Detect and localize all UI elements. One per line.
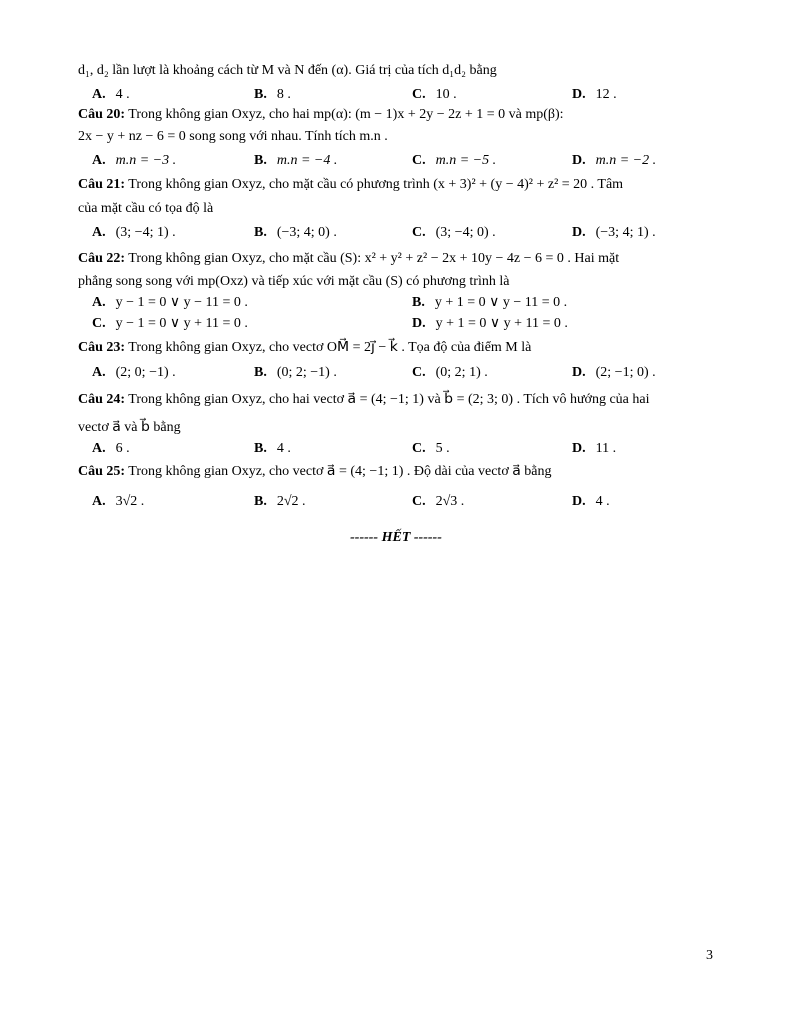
q20-stem-2: 2x − y + nz − 6 = 0 song song với nhau. Tính tích m.n . — [78, 129, 388, 144]
q23-option-a: A. (2; 0; −1) . — [92, 365, 176, 380]
q21-option-c: C. (3; −4; 0) . — [412, 225, 496, 240]
q21-stem: Câu 21: Trong không gian Oxyz, cho mặt cầu có phương trình (x + 3)² + (y − 4)² + z² = 20 . Tâm — [78, 177, 624, 192]
q25-option-a: A. 3√2 . — [92, 494, 145, 509]
page-number: 3 — [706, 948, 713, 963]
q23-option-b: B. (0; 2; −1) . — [254, 365, 337, 380]
q22-option-b: B. y + 1 = 0 ∨ y − 11 = 0 . — [412, 295, 568, 310]
q25-stem: Câu 25: Trong không gian Oxyz, cho vectơ a⃗ = (4; −1; 1) . Độ dài của vectơ a⃗ bằng — [78, 464, 552, 479]
q25-option-d: D. 4 . — [572, 494, 610, 509]
q20-option-a: A. m.n = −3 . — [92, 153, 177, 168]
q21-option-b: B. (−3; 4; 0) . — [254, 225, 337, 240]
q19-option-b: B. 8 . — [254, 87, 291, 102]
q21-option-a: A. (3; −4; 1) . — [92, 225, 176, 240]
q24-option-c: C. 5 . — [412, 441, 450, 456]
q23-stem: Câu 23: Trong không gian Oxyz, cho vectơ OM⃗ = 2j⃗ − k⃗ . Tọa độ của điểm M là — [78, 340, 532, 355]
q20-option-c: C. m.n = −5 . — [412, 153, 497, 168]
q23-option-c: C. (0; 2; 1) . — [412, 365, 488, 380]
q20-option-d: D. m.n = −2 . — [572, 153, 657, 168]
q22-option-a: A. y − 1 = 0 ∨ y − 11 = 0 . — [92, 295, 248, 310]
q25-option-c: C. 2√3 . — [412, 494, 465, 509]
intro-line: d₁, d₂ lần lượt là khoảng cách từ M và N đến (α). Giá trị của tích d₁d₂ bằng — [78, 63, 497, 78]
q23-option-d: D. (2; −1; 0) . — [572, 365, 656, 380]
q20-option-b: B. m.n = −4 . — [254, 153, 338, 168]
q24-option-d: D. 11 . — [572, 441, 617, 456]
q24-option-a: A. 6 . — [92, 441, 130, 456]
q22-option-d: D. y + 1 = 0 ∨ y + 11 = 0 . — [412, 316, 568, 331]
q25-option-b: B. 2√2 . — [254, 494, 306, 509]
q21-stem-2: của mặt cầu có tọa độ là — [78, 201, 214, 216]
q19-option-c: C. 10 . — [412, 87, 457, 102]
q22-stem: Câu 22: Trong không gian Oxyz, cho mặt cầu (S): x² + y² + z² − 2x + 10y − 4z − 6 = 0 . Hai mặt — [78, 251, 620, 266]
q20-stem: Câu 20: Trong không gian Oxyz, cho hai mp(α): (m − 1)x + 2y − 2z + 1 = 0 và mp(β): — [78, 107, 564, 122]
q21-option-d: D. (−3; 4; 1) . — [572, 225, 656, 240]
q22-stem-2: phẳng song song với mp(Oxz) và tiếp xúc với mặt cầu (S) có phương trình là — [78, 274, 510, 289]
q24-option-b: B. 4 . — [254, 441, 291, 456]
q22-option-c: C. y − 1 = 0 ∨ y + 11 = 0 . — [92, 316, 248, 331]
q24-stem-2: vectơ a⃗ và b⃗ bằng — [78, 420, 181, 435]
q19-option-a: A. 4 . — [92, 87, 130, 102]
q24-stem: Câu 24: Trong không gian Oxyz, cho hai vectơ a⃗ = (4; −1; 1) và b⃗ = (2; 3; 0) . Tích vô hướng của hai — [78, 392, 650, 407]
end-marker: ------ HẾT ------ — [350, 530, 442, 545]
q19-option-d: D. 12 . — [572, 87, 617, 102]
